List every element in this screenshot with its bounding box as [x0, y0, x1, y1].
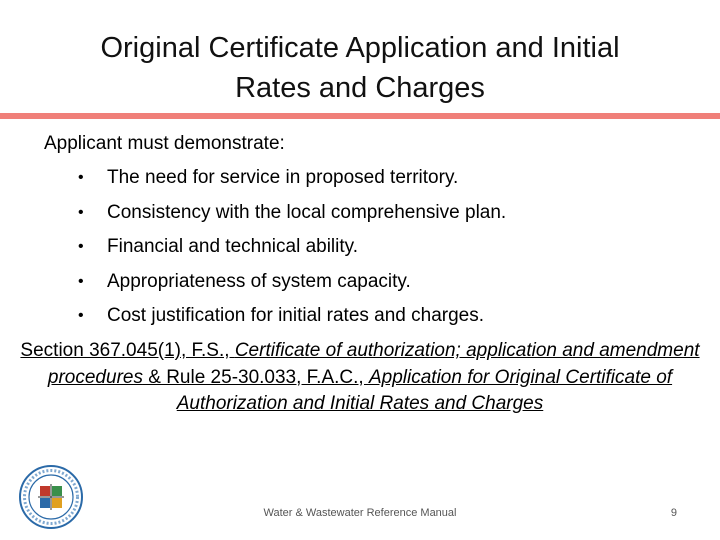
- bullet-list: [78, 165, 506, 338]
- bullet-icon: •: [78, 169, 84, 186]
- list-item: [78, 269, 506, 304]
- bullet-text: Appropriateness of system capacity.: [107, 270, 411, 292]
- citation-rule-title: Application for Original Certificate of Authorization and Initial Rates and Charges: [176, 366, 673, 414]
- citation-statute-title: Certificate of authorization; application and amendment procedures: [47, 340, 700, 388]
- seal-icon: [18, 464, 84, 530]
- list-item: [78, 234, 506, 269]
- bullet-icon: •: [78, 203, 84, 221]
- citation-rule: & Rule 25-30.033, F.A.C.,: [142, 366, 369, 388]
- title-line-1: Original Certificate Application and Initial: [100, 32, 620, 64]
- list-item: [78, 303, 506, 338]
- bullet-icon: •: [78, 238, 84, 255]
- title-divider: [0, 113, 720, 119]
- citation-statute: Section 367.045(1), F.S.,: [20, 340, 235, 361]
- intro-text: Applicant must demonstrate:: [44, 133, 285, 154]
- page-number: 9: [670, 507, 677, 519]
- bullet-text: Cost justification for initial rates and charges.: [107, 305, 485, 326]
- bullet-text: The need for service in proposed territory.: [107, 167, 459, 188]
- slide-title: [30, 28, 690, 108]
- list-item: [78, 200, 506, 235]
- list-item: [78, 165, 506, 200]
- bullet-text: Consistency with the local comprehensive plan.: [107, 201, 507, 223]
- title-line-2: Rates and Charges: [235, 72, 485, 104]
- bullet-icon: •: [78, 272, 84, 290]
- bullet-text: Financial and technical ability.: [107, 236, 359, 257]
- footer-text: Water & Wastewater Reference Manual: [263, 507, 457, 519]
- citation-text: [20, 338, 700, 418]
- bullet-icon: •: [78, 307, 84, 324]
